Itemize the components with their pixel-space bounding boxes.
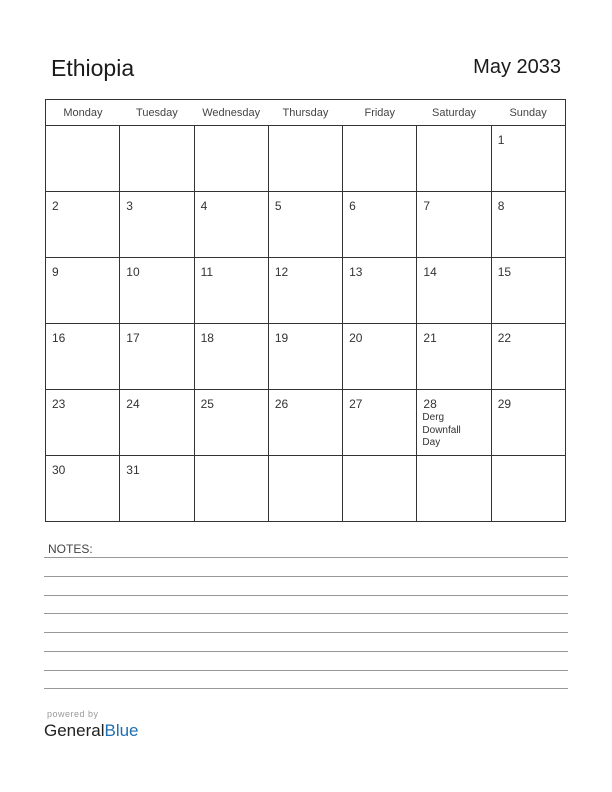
day-cell xyxy=(491,324,565,390)
day-cell xyxy=(417,258,491,324)
day-cell xyxy=(268,192,342,258)
week-row xyxy=(46,258,566,324)
day-cell xyxy=(46,192,120,258)
day-cell xyxy=(194,456,268,522)
day-cell xyxy=(194,126,268,192)
weekday-tuesday: Tuesday xyxy=(120,100,194,126)
day-cell xyxy=(343,324,417,390)
day-number: 29 xyxy=(497,397,512,411)
day-number: 5 xyxy=(274,199,282,213)
day-cell xyxy=(120,390,194,456)
day-cell xyxy=(417,126,491,192)
day-cell xyxy=(268,456,342,522)
day-number: 25 xyxy=(200,397,214,411)
day-number: 12 xyxy=(274,265,289,279)
day-cell xyxy=(491,258,565,324)
month-year-title: May 2033 xyxy=(473,56,561,78)
week-row xyxy=(46,456,566,522)
day-cell xyxy=(120,456,194,522)
day-number: 24 xyxy=(126,397,140,411)
notes-line xyxy=(44,576,568,577)
day-number: 10 xyxy=(126,265,140,279)
day-cell xyxy=(343,192,417,258)
day-number: 23 xyxy=(52,397,66,411)
day-number: 19 xyxy=(274,331,289,345)
day-number: 27 xyxy=(349,397,363,411)
brand-name-part1: General xyxy=(44,721,105,740)
brand-name-part2: Blue xyxy=(104,721,139,740)
notes-label: NOTES: xyxy=(48,542,93,556)
weekday-wednesday: Wednesday xyxy=(194,100,268,126)
day-number: 8 xyxy=(497,199,505,213)
day-number xyxy=(120,126,193,134)
day-cell xyxy=(120,324,194,390)
week-row xyxy=(46,126,566,192)
day-cell xyxy=(46,126,120,192)
notes-line xyxy=(44,670,568,671)
notes-line xyxy=(44,651,568,652)
day-cell xyxy=(343,258,417,324)
day-number: 20 xyxy=(349,331,363,345)
day-cell xyxy=(194,324,268,390)
day-number xyxy=(195,456,268,464)
day-number: 26 xyxy=(274,397,289,411)
weekday-sunday: Sunday xyxy=(491,100,565,126)
day-number: 16 xyxy=(52,331,66,345)
day-number: 30 xyxy=(52,463,66,477)
day-cell xyxy=(46,456,120,522)
day-cell xyxy=(343,390,417,456)
day-cell xyxy=(491,390,565,456)
day-number: 2 xyxy=(52,199,59,213)
brand-logo[interactable] xyxy=(44,721,139,741)
notes-line xyxy=(44,557,568,558)
day-cell xyxy=(194,258,268,324)
day-cell xyxy=(417,324,491,390)
holiday-label: Derg Downfall Day xyxy=(422,412,461,448)
day-cell xyxy=(194,390,268,456)
day-number xyxy=(343,126,416,134)
day-cell xyxy=(46,390,120,456)
day-cell xyxy=(120,258,194,324)
day-number xyxy=(492,456,565,464)
day-number xyxy=(195,126,268,134)
day-cell xyxy=(194,192,268,258)
notes-line xyxy=(44,632,568,633)
weekday-thursday: Thursday xyxy=(268,100,342,126)
day-number: 3 xyxy=(126,199,133,213)
day-cell xyxy=(417,456,491,522)
day-number: 22 xyxy=(497,331,512,345)
day-number: 14 xyxy=(423,265,437,279)
day-number xyxy=(46,126,119,134)
powered-by-text: powered by xyxy=(47,709,99,719)
day-cell xyxy=(343,456,417,522)
weekday-friday: Friday xyxy=(343,100,417,126)
weekday-saturday: Saturday xyxy=(417,100,491,126)
notes-line xyxy=(44,595,568,596)
day-number xyxy=(417,456,490,464)
country-title: Ethiopia xyxy=(51,55,135,81)
day-number xyxy=(343,456,416,464)
day-number: 1 xyxy=(497,133,505,147)
day-cell xyxy=(343,126,417,192)
day-number: 15 xyxy=(497,265,512,279)
calendar-grid xyxy=(45,99,566,522)
day-number: 13 xyxy=(349,265,363,279)
day-number: 9 xyxy=(52,265,59,279)
day-number: 21 xyxy=(423,331,437,345)
day-cell xyxy=(46,258,120,324)
day-number xyxy=(417,126,490,134)
day-cell xyxy=(417,192,491,258)
day-cell xyxy=(268,126,342,192)
day-number: 11 xyxy=(200,265,214,279)
day-cell xyxy=(46,324,120,390)
day-number: 4 xyxy=(200,199,208,213)
weekday-header-row xyxy=(46,100,566,126)
day-cell xyxy=(268,324,342,390)
day-number: 7 xyxy=(423,199,431,213)
day-cell xyxy=(491,126,565,192)
day-number: 18 xyxy=(200,331,214,345)
day-number xyxy=(269,456,342,464)
notes-line xyxy=(44,613,568,614)
calendar-body xyxy=(46,126,566,522)
day-cell xyxy=(268,258,342,324)
day-number: 31 xyxy=(126,463,140,477)
day-cell xyxy=(417,390,491,456)
day-cell xyxy=(491,192,565,258)
day-cell xyxy=(268,390,342,456)
day-number: 6 xyxy=(349,199,356,213)
week-row xyxy=(46,390,566,456)
day-cell xyxy=(120,126,194,192)
day-number xyxy=(269,126,342,134)
week-row xyxy=(46,324,566,390)
week-row xyxy=(46,192,566,258)
day-number: 17 xyxy=(126,331,140,345)
day-cell xyxy=(491,456,565,522)
weekday-monday: Monday xyxy=(46,100,120,126)
day-cell xyxy=(120,192,194,258)
notes-line xyxy=(44,688,568,689)
day-number: 28 xyxy=(423,397,437,411)
